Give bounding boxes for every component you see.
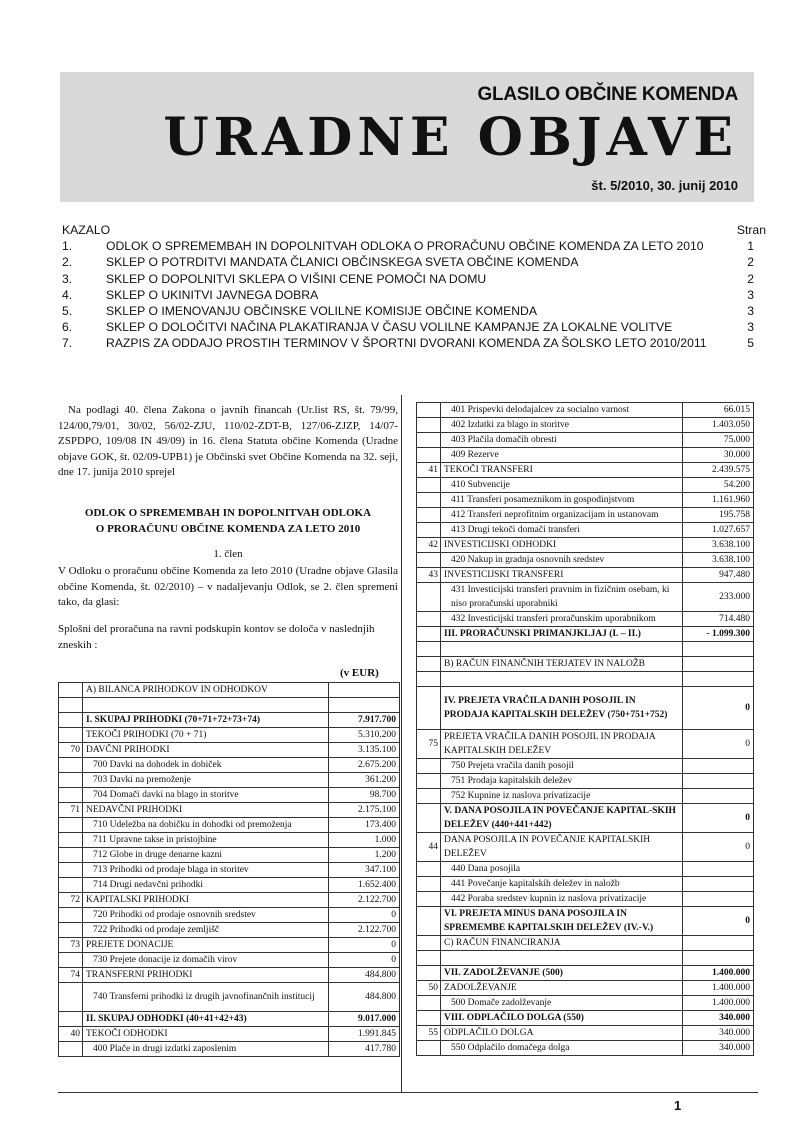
account-label: I. SKUPAJ PRIHODKI (70+71+72+73+74) [83, 713, 329, 728]
account-label: 402 Izdatki za blago in storitve [441, 418, 683, 433]
account-label: ODPLAČILO DOLGA [441, 1026, 683, 1041]
table-row [59, 1042, 400, 1057]
toc-item-number: 3. [62, 271, 73, 286]
account-code [417, 403, 441, 418]
toc-item[interactable] [62, 303, 766, 319]
account-code [59, 953, 83, 968]
table-of-contents [62, 222, 766, 352]
account-label: 442 Poraba sredstev kupnin iz naslova privatizacije [441, 892, 683, 907]
account-code [59, 1012, 83, 1027]
toc-item-page: 3 [747, 320, 754, 335]
account-code: 40 [59, 1027, 83, 1042]
page-number: 1 [674, 1098, 682, 1113]
toc-item[interactable] [62, 319, 766, 335]
toc-label: KAZALO [62, 223, 111, 237]
amount [683, 936, 754, 951]
account-code [59, 983, 83, 1012]
amount: 1.652.400 [329, 878, 400, 893]
account-label: 411 Transferi posameznikom in gospodinjstvom [441, 493, 683, 508]
amount: 1.400.000 [683, 996, 754, 1011]
amount: 1.400.000 [683, 981, 754, 996]
account-code [417, 418, 441, 433]
table-row [417, 657, 754, 672]
account-label: VI. PREJETA MINUS DANA POSOJILA IN SPREMEMBE KAPITALSKIH DELEŽEV (IV.-V.) [441, 907, 683, 936]
account-code [59, 923, 83, 938]
table-row [59, 953, 400, 968]
account-label: 700 Davki na dohodek in dobiček [83, 758, 329, 773]
toc-item-page: 2 [747, 271, 754, 286]
amount: 0 [329, 953, 400, 968]
account-label [83, 698, 329, 713]
table-row [417, 1041, 754, 1056]
table-row [417, 508, 754, 523]
account-code [417, 1041, 441, 1056]
account-code: 70 [59, 743, 83, 758]
amount: 98.700 [329, 788, 400, 803]
account-code [59, 698, 83, 713]
amount: 340.000 [683, 1041, 754, 1056]
account-code [417, 804, 441, 833]
amount: - 1.099.300 [683, 627, 754, 642]
amount: 9.017.000 [329, 1012, 400, 1027]
amount: 714.480 [683, 612, 754, 627]
toc-item-number: 6. [62, 320, 73, 335]
table-row [59, 698, 400, 713]
account-label: 712 Globe in druge denarne kazni [83, 848, 329, 863]
account-label: C) RAČUN FINANCIRANJA [441, 936, 683, 951]
amount: 5.310.200 [329, 728, 400, 743]
account-code [417, 448, 441, 463]
account-code [417, 657, 441, 672]
account-code [417, 774, 441, 789]
account-label: TEKOČI ODHODKI [83, 1027, 329, 1042]
table-row [59, 848, 400, 863]
toc-item-number: 4. [62, 287, 73, 302]
account-code [417, 583, 441, 612]
amount: 0 [683, 687, 754, 730]
account-code [417, 951, 441, 966]
table-row [59, 818, 400, 833]
account-code [417, 1011, 441, 1026]
amount: 173.400 [329, 818, 400, 833]
amount [683, 951, 754, 966]
account-label: DANA POSOJILA IN POVEČANJE KAPITALSKIH DELEŽEV [441, 833, 683, 862]
toc-item-title: SKLEP O IMENOVANJU OBČINSKE VOLILNE KOMISIJE OBČINE KOMENDA [106, 303, 537, 318]
amount: 361.200 [329, 773, 400, 788]
amount [683, 759, 754, 774]
account-label: 420 Nakup in gradnja osnovnih sredstev [441, 553, 683, 568]
table-row [417, 996, 754, 1011]
account-code: 50 [417, 981, 441, 996]
toc-item-title: SKLEP O DOPOLNITVI SKLEPA O VIŠINI CENE POMOČI NA DOMU [106, 271, 487, 286]
amount: 484.800 [329, 968, 400, 983]
amount: 2.439.575 [683, 463, 754, 478]
amount [683, 789, 754, 804]
amount: 2.122.700 [329, 923, 400, 938]
amount: 3.638.100 [683, 538, 754, 553]
account-label: KAPITALSKI PRIHODKI [83, 893, 329, 908]
amount: 1.161.960 [683, 493, 754, 508]
toc-item-title: SKLEP O UKINITVI JAVNEGA DOBRA [106, 287, 319, 302]
account-label: 730 Prejete donacije iz domačih virov [83, 953, 329, 968]
toc-header [62, 222, 766, 238]
table-row [417, 642, 754, 657]
account-label: 713 Prihodki od prodaje blaga in storitev [83, 863, 329, 878]
account-code: 43 [417, 568, 441, 583]
account-label: 752 Kupnine iz naslova privatizacije [441, 789, 683, 804]
table-row [417, 493, 754, 508]
account-label: PREJETA VRAČILA DANIH POSOJIL IN PRODAJA KAPITALSKIH DELEŽEV [441, 730, 683, 759]
amount [683, 862, 754, 877]
account-label: INVESTICIJSKI ODHODKI [441, 538, 683, 553]
account-label: TRANSFERNI PRIHODKI [83, 968, 329, 983]
amount: 417.780 [329, 1042, 400, 1057]
amount: 7.917.700 [329, 713, 400, 728]
table-row [59, 968, 400, 983]
account-label: III. PRORAČUNSKI PRIMANJKLJAJ (I. – II.) [441, 627, 683, 642]
table-row [417, 862, 754, 877]
amount: 54.200 [683, 478, 754, 493]
table-row [417, 877, 754, 892]
toc-item-number: 1. [62, 239, 73, 254]
table-row [417, 833, 754, 862]
table-row [59, 863, 400, 878]
toc-item-title: SKLEP O POTRDITVI MANDATA ČLANICI OBČINSKEGA SVETA OBČINE KOMENDA [106, 255, 579, 270]
account-label: 409 Rezerve [441, 448, 683, 463]
account-code [417, 996, 441, 1011]
account-code [417, 862, 441, 877]
intro-paragraph: Na podlagi 40. člena Zakona o javnih financah (Ur.list RS, št. 79/99, 124/00,79/01, 30/02, 56/02-ZJU, 110/02-ZDT-B, 127/06-ZJZP, 14/07-ZSPDPO, 109/08 IN 49/09) in 16. člena Statuta občine Komenda (Uradne objave GOK, št. 02/09-UPB1) je Občinski svet Občine Komenda na 32. seji, dne 17. junija 2010 sprejel [58, 404, 398, 478]
account-code [59, 788, 83, 803]
account-code [417, 966, 441, 981]
account-label: 722 Prihodki od prodaje zemljišč [83, 923, 329, 938]
table-row [417, 568, 754, 583]
amount: 3.135.100 [329, 743, 400, 758]
table-row [417, 403, 754, 418]
table-row [417, 966, 754, 981]
account-label: V. DANA POSOJILA IN POVEČANJE KAPITAL-SKIH DELEŽEV (440+441+442) [441, 804, 683, 833]
table-row [417, 612, 754, 627]
table-row [417, 730, 754, 759]
account-code: 72 [59, 893, 83, 908]
account-code [417, 627, 441, 642]
publication-title: URADNE OBJAVE [163, 107, 738, 168]
account-label: TEKOČI PRIHODKI (70 + 71) [83, 728, 329, 743]
amount: 2.175.100 [329, 803, 400, 818]
account-label: 403 Plačila domačih obresti [441, 433, 683, 448]
table-row [59, 893, 400, 908]
table-row [417, 759, 754, 774]
account-label: INVESTICIJSKI TRANSFERI [441, 568, 683, 583]
amount [683, 877, 754, 892]
account-label [441, 642, 683, 657]
table-row [417, 892, 754, 907]
article-text-2: Splošni del proračuna na ravni podskupin kontov se določa v naslednjih zneskih : [58, 623, 375, 651]
account-code: 55 [417, 1026, 441, 1041]
amount: 66.015 [683, 403, 754, 418]
account-label: 751 Prodaja kapitalskih deležev [441, 774, 683, 789]
amount: 1.400.000 [683, 966, 754, 981]
table-row [59, 983, 400, 1012]
account-code [59, 773, 83, 788]
table-row [59, 908, 400, 923]
amount: 340.000 [683, 1011, 754, 1026]
table-row [417, 907, 754, 936]
account-label: TEKOČI TRANSFERI [441, 463, 683, 478]
table-row [59, 713, 400, 728]
decree-heading: ODLOK O SPREMEMBAH IN DOPOLNITVAH ODLOKA O PRORAČUNU OBČINE KOMENDA ZA LETO 2010 [84, 507, 372, 535]
toc-item-number: 7. [62, 336, 73, 351]
currency-unit: (v EUR) [340, 667, 379, 679]
account-label: PREJETE DONACIJE [83, 938, 329, 953]
article-number: 1. člen [213, 548, 243, 560]
table-row [417, 1026, 754, 1041]
table-row [417, 433, 754, 448]
amount: 340.000 [683, 1026, 754, 1041]
amount: 1.991.845 [329, 1027, 400, 1042]
toc-item-title: SKLEP O DOLOČITVI NAČINA PLAKATIRANJA V ČASU VOLILNE KAMPANJE ZA LOKALNE VOLITVE [106, 320, 673, 335]
table-row [417, 789, 754, 804]
amount [329, 683, 400, 698]
account-label: II. SKUPAJ ODHODKI (40+41+42+43) [83, 1012, 329, 1027]
account-code [417, 759, 441, 774]
account-label: 711 Upravne takse in pristojbine [83, 833, 329, 848]
account-label: 401 Prispevki delodajalcev za socialno varnost [441, 403, 683, 418]
toc-item[interactable] [62, 287, 766, 303]
account-code [417, 642, 441, 657]
account-code [59, 758, 83, 773]
article-text: V Odloku o proračunu občine Komenda za leto 2010 (Uradne objave Glasila občine Komenda, št. 02/2010) – v nadaljevanju Odlok, se 2. člen spremeni tako, da glasi: [58, 565, 398, 608]
account-label: 710 Udeležba na dobičku in dohodki od premoženja [83, 818, 329, 833]
amount: 347.100 [329, 863, 400, 878]
account-code [417, 612, 441, 627]
account-label: 413 Drugi tekoči domači transferi [441, 523, 683, 538]
account-label: 500 Domače zadolževanje [441, 996, 683, 1011]
amount: 0 [683, 907, 754, 936]
account-code: 42 [417, 538, 441, 553]
table-row [417, 687, 754, 730]
table-row [417, 672, 754, 687]
table-row [417, 463, 754, 478]
issue-info: št. 5/2010, 30. junij 2010 [591, 178, 738, 193]
account-code [59, 818, 83, 833]
account-label: IV. PREJETA VRAČILA DANIH POSOJIL IN PRODAJA KAPITALSKIH DELEŽEV (750+751+752) [441, 687, 683, 730]
account-label: ZADOLŽEVANJE [441, 981, 683, 996]
account-code: 73 [59, 938, 83, 953]
account-label: VIII. ODPLAČILO DOLGA (550) [441, 1011, 683, 1026]
amount: 2.122.700 [329, 893, 400, 908]
column-divider [401, 395, 402, 1092]
toc-item-page: 3 [747, 287, 754, 302]
account-label: 432 Investicijski transferi proračunskim uporabnikom [441, 612, 683, 627]
amount [683, 672, 754, 687]
account-label: NEDAVČNI PRIHODKI [83, 803, 329, 818]
account-code [59, 1042, 83, 1057]
toc-item[interactable] [62, 238, 766, 254]
account-code [417, 892, 441, 907]
table-row [417, 627, 754, 642]
budget-table-left [58, 682, 400, 1057]
account-label: 412 Transferi neprofitnim organizacijam in ustanovam [441, 508, 683, 523]
amount: 1.000 [329, 833, 400, 848]
masthead-banner [60, 72, 754, 202]
amount: 3.638.100 [683, 553, 754, 568]
amount: 0 [683, 730, 754, 759]
account-label: B) RAČUN FINANČNIH TERJATEV IN NALOŽB [441, 657, 683, 672]
table-row [417, 523, 754, 538]
table-row [59, 833, 400, 848]
amount: 2.675.200 [329, 758, 400, 773]
account-label: 410 Subvencije [441, 478, 683, 493]
account-label: 431 Investicijski transferi pravnim in fizičnim osebam, ki niso proračunski uporabniki [441, 583, 683, 612]
table-row [59, 1027, 400, 1042]
table-row [59, 728, 400, 743]
table-row [59, 878, 400, 893]
table-row [417, 553, 754, 568]
table-row [417, 538, 754, 553]
amount: 0 [683, 804, 754, 833]
toc-item-page: 5 [747, 336, 754, 351]
account-label: 704 Domači davki na blago in storitve [83, 788, 329, 803]
account-label: DAVČNI PRIHODKI [83, 743, 329, 758]
account-code [417, 553, 441, 568]
budget-table-right [416, 402, 754, 1056]
amount: 195.758 [683, 508, 754, 523]
table-row [59, 1012, 400, 1027]
table-row [59, 788, 400, 803]
amount [683, 774, 754, 789]
amount: 233.000 [683, 583, 754, 612]
account-label: VII. ZADOLŽEVANJE (500) [441, 966, 683, 981]
account-label: 440 Dana posojila [441, 862, 683, 877]
table-row [59, 803, 400, 818]
toc-page-label: Stran [736, 223, 766, 237]
account-code [59, 908, 83, 923]
amount: 1.027.657 [683, 523, 754, 538]
account-code: 71 [59, 803, 83, 818]
table-row [59, 773, 400, 788]
table-row [417, 418, 754, 433]
table-row [417, 1011, 754, 1026]
account-label: 720 Prihodki od prodaje osnovnih sredstev [83, 908, 329, 923]
table-row [417, 583, 754, 612]
amount [683, 642, 754, 657]
amount: 1.403.050 [683, 418, 754, 433]
toc-item[interactable] [62, 335, 766, 351]
account-code: 75 [417, 730, 441, 759]
amount: 1.200 [329, 848, 400, 863]
account-code [417, 478, 441, 493]
amount [683, 657, 754, 672]
table-row [59, 923, 400, 938]
footer-rule [58, 1092, 758, 1093]
table-row [417, 936, 754, 951]
account-code [59, 833, 83, 848]
account-code [417, 907, 441, 936]
account-code [59, 683, 83, 698]
account-code [417, 672, 441, 687]
account-code [417, 508, 441, 523]
account-code [59, 728, 83, 743]
table-row [417, 951, 754, 966]
amount: 0 [329, 938, 400, 953]
account-code [417, 687, 441, 730]
account-label: 714 Drugi nedavčni prihodki [83, 878, 329, 893]
table-row [417, 478, 754, 493]
account-code [417, 936, 441, 951]
account-label [441, 672, 683, 687]
amount [329, 698, 400, 713]
account-code [59, 878, 83, 893]
toc-item-title: RAZPIS ZA ODDAJO PROSTIH TERMINOV V ŠPORTNI DVORANI KOMENDA ZA ŠOLSKO LETO 2010/2011 [106, 336, 707, 351]
table-row [59, 758, 400, 773]
account-code [417, 433, 441, 448]
toc-item-title: ODLOK O SPREMEMBAH IN DOPOLNITVAH ODLOKA O PRORAČUNU OBČINE KOMENDA ZA LETO 2010 [106, 239, 704, 254]
toc-item-number: 2. [62, 255, 73, 270]
account-label [441, 951, 683, 966]
table-row [417, 774, 754, 789]
table-row [59, 938, 400, 953]
amount: 0 [683, 833, 754, 862]
publication-subtitle: GLASILO OBČINE KOMENDA [477, 84, 738, 105]
toc-item-number: 5. [62, 303, 73, 318]
account-code [417, 493, 441, 508]
table-row [59, 683, 400, 698]
table-row [417, 981, 754, 996]
account-code: 74 [59, 968, 83, 983]
account-code [59, 863, 83, 878]
amount [683, 892, 754, 907]
account-label: 441 Povečanje kapitalskih deležev in naložb [441, 877, 683, 892]
toc-item[interactable] [62, 271, 766, 287]
account-code [59, 713, 83, 728]
amount: 75.000 [683, 433, 754, 448]
account-label: A) BILANCA PRIHODKOV IN ODHODKOV [83, 683, 329, 698]
table-row [417, 448, 754, 463]
toc-item-page: 1 [747, 239, 754, 254]
toc-item-page: 2 [747, 255, 754, 270]
toc-item[interactable] [62, 254, 766, 270]
account-code [59, 848, 83, 863]
table-row [417, 804, 754, 833]
account-label: 550 Odplačilo domačega dolga [441, 1041, 683, 1056]
amount: 0 [329, 908, 400, 923]
amount: 484.800 [329, 983, 400, 1012]
account-code: 41 [417, 463, 441, 478]
account-label: 400 Plače in drugi izdatki zaposlenim [83, 1042, 329, 1057]
account-code [417, 789, 441, 804]
account-code [417, 877, 441, 892]
account-code [417, 523, 441, 538]
account-label: 750 Prejeta vračila danih posojil [441, 759, 683, 774]
table-row [59, 743, 400, 758]
amount: 30.000 [683, 448, 754, 463]
account-label: 703 Davki na premoženje [83, 773, 329, 788]
account-label: 740 Transferni prihodki iz drugih javnofinančnih institucij [83, 983, 329, 1012]
account-code: 44 [417, 833, 441, 862]
amount: 947.480 [683, 568, 754, 583]
toc-item-page: 3 [747, 303, 754, 318]
